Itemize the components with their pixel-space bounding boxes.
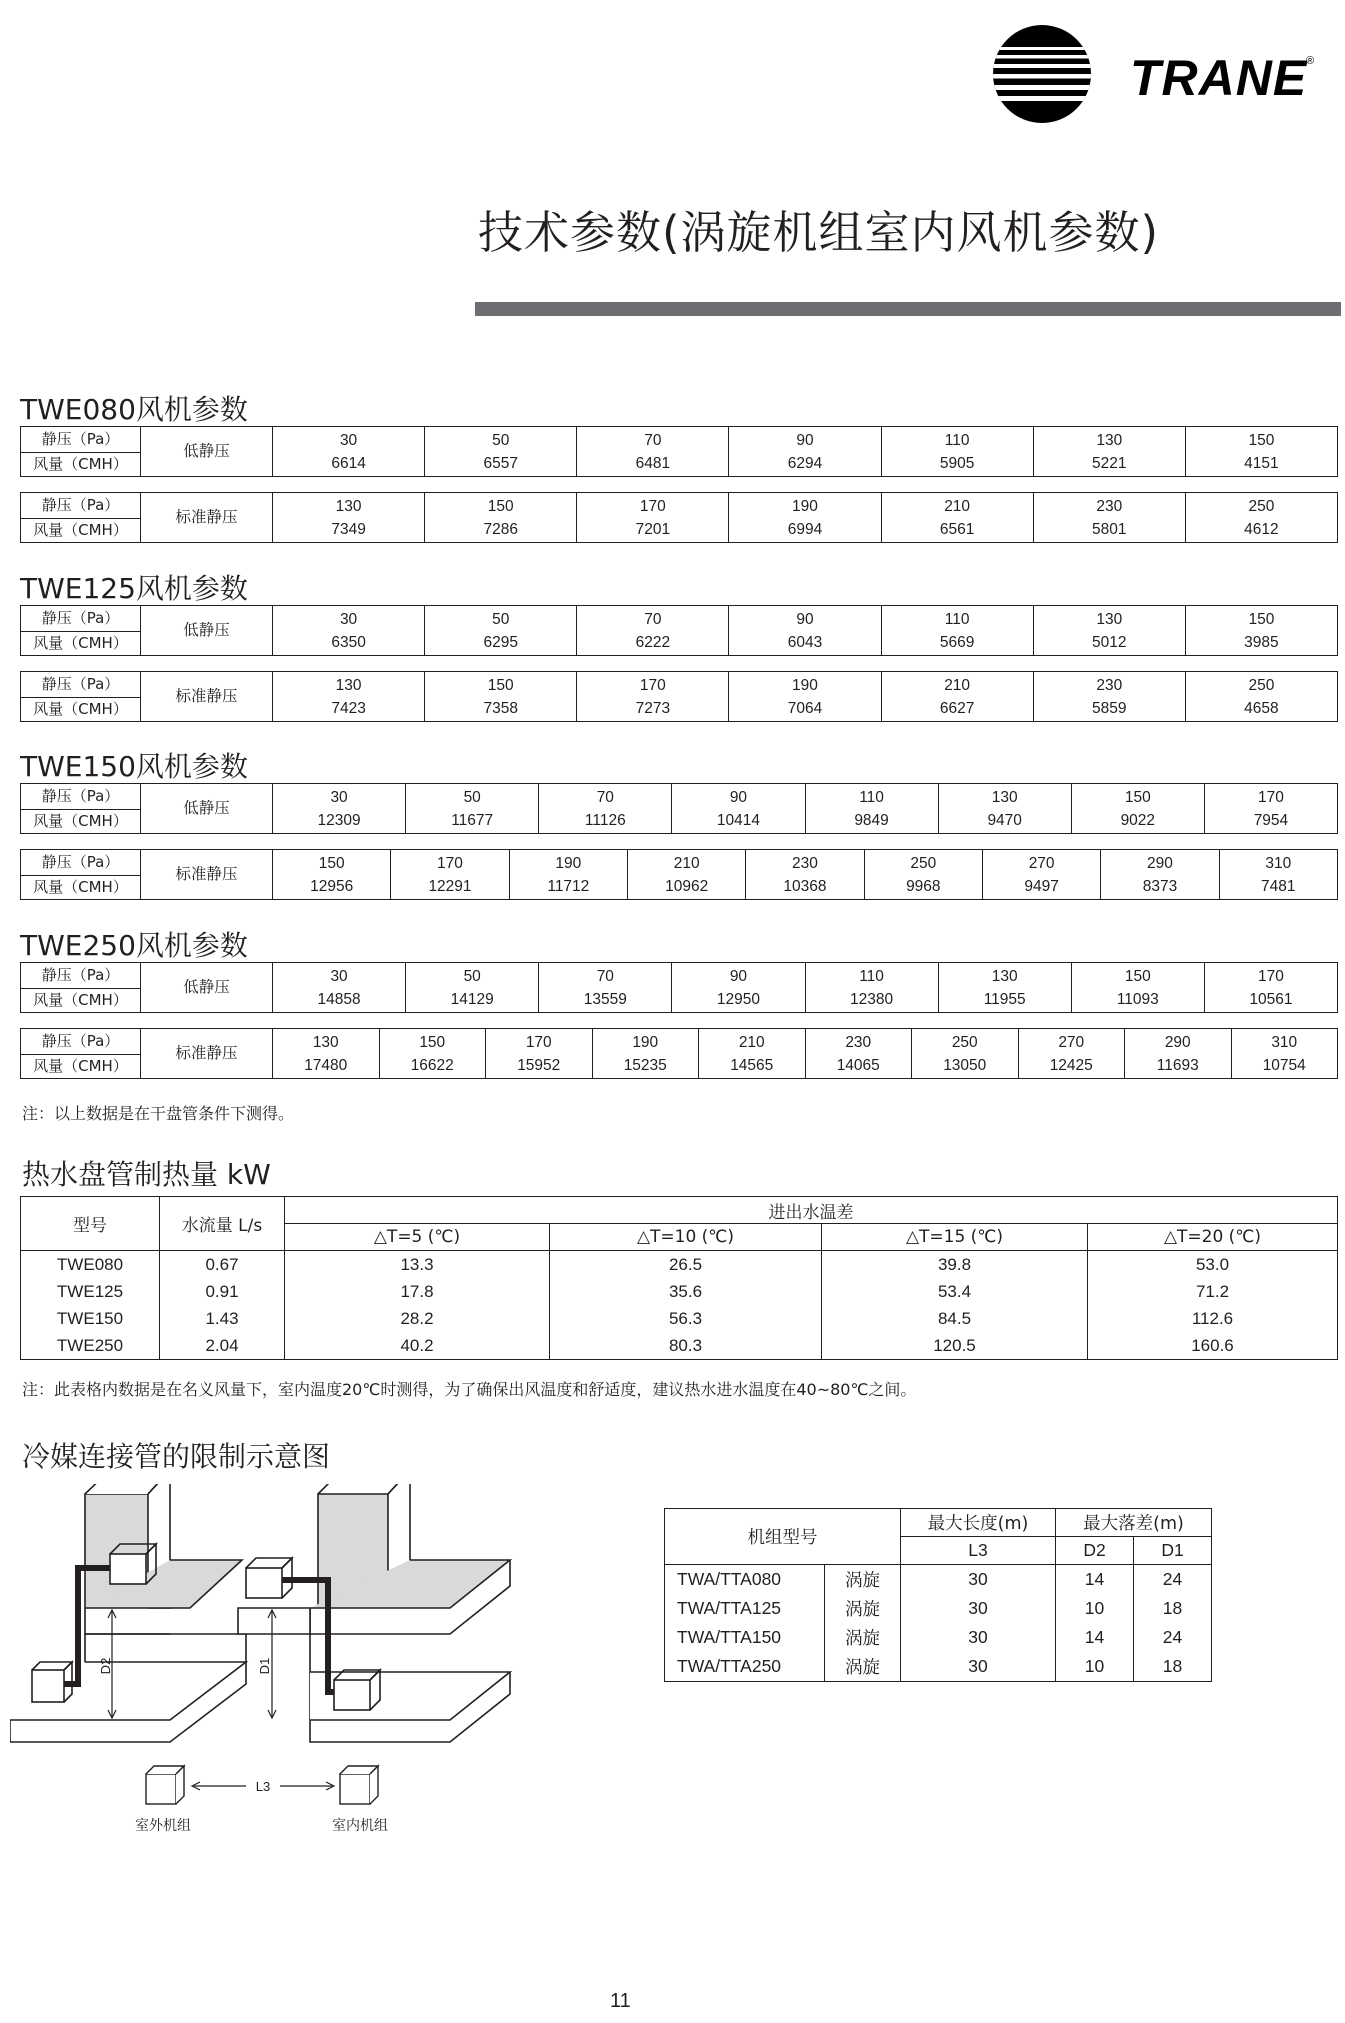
heat-col-flow-header: 水流量 L/s <box>160 1197 285 1251</box>
airflow-value-cell: 3985 <box>1185 631 1337 655</box>
airflow-value-cell: 16622 <box>379 1054 486 1078</box>
brand-name: TRANE <box>1130 50 1308 106</box>
ref-d2-cell: 10 <box>1056 1652 1134 1682</box>
heat-value-cell: 120.5 <box>822 1332 1088 1360</box>
pressure-value-cell: 50 <box>425 606 577 632</box>
ref-d2-cell: 10 <box>1056 1594 1134 1623</box>
heat-section-heading: 热水盘管制热量 kW <box>22 1158 271 1191</box>
airflow-value-cell: 7481 <box>1219 875 1337 899</box>
airflow-value-cell: 11093 <box>1071 988 1204 1012</box>
airflow-value-cell: 14065 <box>805 1054 912 1078</box>
heat-flow-cell: 1.43 <box>160 1305 285 1332</box>
pressure-value-cell: 170 <box>1204 784 1337 810</box>
pressure-value-cell: 170 <box>1204 963 1337 989</box>
pressure-value-cell: 150 <box>1071 963 1204 989</box>
pressure-value-cell: 290 <box>1125 1029 1232 1055</box>
heat-value-cell: 56.3 <box>550 1305 822 1332</box>
ref-sub-d2: D2 <box>1056 1537 1134 1565</box>
ref-sub-l3: L3 <box>901 1537 1056 1565</box>
airflow-value-cell: 8373 <box>1101 875 1219 899</box>
ref-model-cell: TWA/TTA080 <box>665 1565 825 1595</box>
airflow-value-cell: 4658 <box>1185 697 1337 721</box>
pressure-value-cell: 150 <box>1185 606 1337 632</box>
fan-section-heading: TWE080风机参数 <box>20 393 248 426</box>
ref-d2-cell: 14 <box>1056 1565 1134 1595</box>
airflow-value-cell: 13050 <box>912 1054 1019 1078</box>
airflow-value-cell: 14129 <box>406 988 539 1012</box>
ref-sub-d1: D1 <box>1134 1537 1212 1565</box>
airflow-row-label: 风量（CMH） <box>21 697 141 721</box>
heat-value-cell: 28.2 <box>285 1305 550 1332</box>
ref-model-cell: TWA/TTA250 <box>665 1652 825 1682</box>
note-heat-conditions: 注：此表格内数据是在名义风量下，室内温度20℃时测得，为了确保出风温度和舒适度，建议热水进水温度在40~80℃之间。 <box>22 1380 917 1399</box>
pressure-value-cell: 90 <box>672 963 805 989</box>
pressure-value-cell: 170 <box>577 672 729 698</box>
airflow-value-cell: 11126 <box>539 809 672 833</box>
airflow-value-cell: 6627 <box>881 697 1033 721</box>
table-row <box>665 1594 1212 1623</box>
pressure-value-cell: 70 <box>577 606 729 632</box>
airflow-value-cell: 9968 <box>864 875 982 899</box>
pressure-value-cell: 50 <box>406 784 539 810</box>
pressure-value-cell: 250 <box>912 1029 1019 1055</box>
ref-d1-cell: 18 <box>1134 1594 1212 1623</box>
indoor-unit-label: 室内机组 <box>332 1818 388 1834</box>
fan-section-heading: TWE125风机参数 <box>20 572 248 605</box>
airflow-value-cell: 12956 <box>273 875 391 899</box>
heat-value-cell: 35.6 <box>550 1278 822 1305</box>
airflow-value-cell: 7064 <box>729 697 881 721</box>
ref-d2-cell: 14 <box>1056 1623 1134 1652</box>
airflow-value-cell: 9849 <box>805 809 938 833</box>
airflow-value-cell: 14565 <box>699 1054 806 1078</box>
airflow-value-cell: 6295 <box>425 631 577 655</box>
pressure-row-label: 静压（Pa） <box>21 606 141 632</box>
refrigerant-limit-table <box>664 1508 1212 1682</box>
ref-l3-cell: 30 <box>901 1594 1056 1623</box>
pressure-value-cell: 250 <box>864 850 982 876</box>
airflow-value-cell: 5669 <box>881 631 1033 655</box>
airflow-value-cell: 11712 <box>509 875 627 899</box>
airflow-value-cell: 5221 <box>1033 452 1185 476</box>
pressure-value-cell: 70 <box>539 784 672 810</box>
airflow-row-label: 风量（CMH） <box>21 518 141 542</box>
ref-d1-cell: 18 <box>1134 1652 1212 1682</box>
airflow-value-cell: 15952 <box>486 1054 593 1078</box>
fan-parameter-table <box>20 492 1338 543</box>
airflow-value-cell: 10368 <box>746 875 864 899</box>
airflow-value-cell: 10561 <box>1204 988 1337 1012</box>
ref-type-cell: 涡旋 <box>825 1623 901 1652</box>
heat-value-cell: 17.8 <box>285 1278 550 1305</box>
airflow-value-cell: 6481 <box>577 452 729 476</box>
pressure-value-cell: 110 <box>881 606 1033 632</box>
heat-value-cell: 80.3 <box>550 1332 822 1360</box>
pressure-value-cell: 130 <box>1033 427 1185 453</box>
airflow-row-label: 风量（CMH） <box>21 452 141 476</box>
fan-parameter-table <box>20 426 1338 477</box>
registered-mark: ® <box>1306 55 1315 67</box>
dimension-l3-label: L3 <box>255 1779 271 1794</box>
pressure-value-cell: 30 <box>273 606 425 632</box>
pressure-value-cell: 130 <box>938 963 1071 989</box>
airflow-row-label: 风量（CMH） <box>21 988 141 1012</box>
dt-header: △T=10 (℃) <box>550 1224 822 1251</box>
table-row <box>21 1251 1338 1279</box>
heat-col-group-header: 进出水温差 <box>285 1197 1338 1224</box>
airflow-value-cell: 6350 <box>273 631 425 655</box>
indoor-unit-icon <box>340 1774 370 1804</box>
airflow-value-cell: 6614 <box>273 452 425 476</box>
pressure-row-label: 静压（Pa） <box>21 1029 141 1055</box>
pressure-value-cell: 150 <box>1071 784 1204 810</box>
fan-parameter-table <box>20 1028 1338 1079</box>
static-pressure-type-label: 低静压 <box>141 784 273 834</box>
pressure-value-cell: 30 <box>273 427 425 453</box>
heat-flow-cell: 2.04 <box>160 1332 285 1360</box>
fan-parameter-table <box>20 849 1338 900</box>
static-pressure-type-label: 标准静压 <box>141 493 273 543</box>
pressure-value-cell: 270 <box>1018 1029 1125 1055</box>
heat-flow-cell: 0.91 <box>160 1278 285 1305</box>
pressure-value-cell: 230 <box>805 1029 912 1055</box>
airflow-row-label: 风量（CMH） <box>21 809 141 833</box>
refrigerant-pipe-diagram <box>10 1484 550 1864</box>
heat-value-cell: 40.2 <box>285 1332 550 1360</box>
airflow-value-cell: 12380 <box>805 988 938 1012</box>
dt-header: △T=20 (℃) <box>1088 1224 1338 1251</box>
pressure-value-cell: 90 <box>672 784 805 810</box>
ref-l3-cell: 30 <box>901 1652 1056 1682</box>
pressure-value-cell: 230 <box>1033 493 1185 519</box>
outdoor-unit-icon <box>146 1774 176 1804</box>
ref-d1-cell: 24 <box>1134 1565 1212 1595</box>
table-row <box>21 1305 1338 1332</box>
airflow-value-cell: 6294 <box>729 452 881 476</box>
heat-col-model-header: 型号 <box>21 1197 160 1251</box>
static-pressure-type-label: 低静压 <box>141 963 273 1013</box>
pressure-value-cell: 170 <box>391 850 509 876</box>
dimension-d1-label: D1 <box>257 1657 272 1675</box>
airflow-value-cell: 5801 <box>1033 518 1185 542</box>
refrigerant-section-heading: 冷媒连接管的限制示意图 <box>22 1440 331 1473</box>
heat-model-cell: TWE250 <box>21 1332 160 1360</box>
pressure-row-label: 静压（Pa） <box>21 427 141 453</box>
airflow-value-cell: 5012 <box>1033 631 1185 655</box>
page-number: 11 <box>610 1990 631 2012</box>
pressure-value-cell: 210 <box>881 672 1033 698</box>
pressure-value-cell: 190 <box>729 672 881 698</box>
airflow-value-cell: 17480 <box>273 1054 380 1078</box>
pressure-value-cell: 110 <box>805 784 938 810</box>
fan-parameter-table <box>20 962 1338 1013</box>
pressure-value-cell: 230 <box>746 850 864 876</box>
title-divider-bar <box>475 302 1341 316</box>
heat-capacity-table <box>20 1196 1338 1360</box>
dimension-d2-label: D2 <box>98 1657 113 1675</box>
heat-value-cell: 53.0 <box>1088 1251 1338 1279</box>
static-pressure-type-label: 低静压 <box>141 427 273 477</box>
pressure-value-cell: 70 <box>577 427 729 453</box>
pressure-value-cell: 210 <box>699 1029 806 1055</box>
airflow-value-cell: 5905 <box>881 452 1033 476</box>
fan-section-heading: TWE250风机参数 <box>20 929 248 962</box>
pressure-value-cell: 30 <box>273 963 406 989</box>
fan-parameter-table <box>20 671 1338 722</box>
pressure-value-cell: 150 <box>425 493 577 519</box>
airflow-value-cell: 10414 <box>672 809 805 833</box>
airflow-value-cell: 7423 <box>273 697 425 721</box>
pressure-value-cell: 130 <box>273 672 425 698</box>
heat-value-cell: 39.8 <box>822 1251 1088 1279</box>
pressure-value-cell: 150 <box>1185 427 1337 453</box>
airflow-value-cell: 11955 <box>938 988 1071 1012</box>
airflow-row-label: 风量（CMH） <box>21 1054 141 1078</box>
heat-model-cell: TWE125 <box>21 1278 160 1305</box>
fan-section-heading: TWE150风机参数 <box>20 750 248 783</box>
pressure-value-cell: 130 <box>273 493 425 519</box>
airflow-value-cell: 7273 <box>577 697 729 721</box>
static-pressure-type-label: 标准静压 <box>141 850 273 900</box>
table-row <box>665 1623 1212 1652</box>
ref-type-cell: 涡旋 <box>825 1594 901 1623</box>
airflow-value-cell: 9022 <box>1071 809 1204 833</box>
pressure-value-cell: 110 <box>881 427 1033 453</box>
ref-col-max-length-header: 最大长度(m) <box>901 1509 1056 1537</box>
heat-value-cell: 160.6 <box>1088 1332 1338 1360</box>
dt-header: △T=5 (℃) <box>285 1224 550 1251</box>
airflow-value-cell: 6994 <box>729 518 881 542</box>
outdoor-unit-label: 室外机组 <box>135 1818 191 1834</box>
table-row <box>21 1332 1338 1360</box>
airflow-value-cell: 7201 <box>577 518 729 542</box>
pressure-row-label: 静压（Pa） <box>21 493 141 519</box>
heat-value-cell: 71.2 <box>1088 1278 1338 1305</box>
airflow-value-cell: 4151 <box>1185 452 1337 476</box>
pressure-value-cell: 190 <box>729 493 881 519</box>
airflow-value-cell: 15235 <box>592 1054 699 1078</box>
pressure-value-cell: 150 <box>379 1029 486 1055</box>
fan-parameter-table <box>20 783 1338 834</box>
pressure-value-cell: 210 <box>881 493 1033 519</box>
static-pressure-type-label: 标准静压 <box>141 672 273 722</box>
pressure-value-cell: 310 <box>1231 1029 1338 1055</box>
heat-value-cell: 84.5 <box>822 1305 1088 1332</box>
pressure-value-cell: 270 <box>982 850 1100 876</box>
ref-l3-cell: 30 <box>901 1565 1056 1595</box>
airflow-value-cell: 13559 <box>539 988 672 1012</box>
pressure-value-cell: 290 <box>1101 850 1219 876</box>
pressure-value-cell: 310 <box>1219 850 1337 876</box>
page-title: 技术参数(涡旋机组室内风机参数) <box>478 206 1160 259</box>
note-dry-coil: 注：以上数据是在干盘管条件下测得。 <box>22 1104 295 1123</box>
pressure-row-label: 静压（Pa） <box>21 672 141 698</box>
pressure-value-cell: 150 <box>273 850 391 876</box>
pressure-row-label: 静压（Pa） <box>21 850 141 876</box>
pressure-value-cell: 130 <box>273 1029 380 1055</box>
static-pressure-type-label: 低静压 <box>141 606 273 656</box>
table-row <box>21 1278 1338 1305</box>
heat-flow-cell: 0.67 <box>160 1251 285 1279</box>
table-row <box>665 1652 1212 1682</box>
pressure-value-cell: 230 <box>1033 672 1185 698</box>
ref-col-model-header: 机组型号 <box>665 1509 901 1565</box>
airflow-value-cell: 4612 <box>1185 518 1337 542</box>
airflow-row-label: 风量（CMH） <box>21 875 141 899</box>
ref-col-max-drop-header: 最大落差(m) <box>1056 1509 1212 1537</box>
airflow-value-cell: 11677 <box>406 809 539 833</box>
pressure-value-cell: 250 <box>1185 493 1337 519</box>
heat-model-cell: TWE150 <box>21 1305 160 1332</box>
pressure-value-cell: 130 <box>938 784 1071 810</box>
airflow-value-cell: 12950 <box>672 988 805 1012</box>
ref-model-cell: TWA/TTA150 <box>665 1623 825 1652</box>
airflow-value-cell: 10962 <box>627 875 745 899</box>
airflow-value-cell: 6043 <box>729 631 881 655</box>
ref-type-cell: 涡旋 <box>825 1565 901 1595</box>
airflow-value-cell: 9470 <box>938 809 1071 833</box>
pressure-value-cell: 170 <box>486 1029 593 1055</box>
ref-l3-cell: 30 <box>901 1623 1056 1652</box>
airflow-value-cell: 12309 <box>273 809 406 833</box>
heat-value-cell: 26.5 <box>550 1251 822 1279</box>
airflow-value-cell: 6222 <box>577 631 729 655</box>
fan-parameter-table <box>20 605 1338 656</box>
pressure-value-cell: 130 <box>1033 606 1185 632</box>
heat-value-cell: 112.6 <box>1088 1305 1338 1332</box>
pressure-row-label: 静压（Pa） <box>21 963 141 989</box>
pressure-value-cell: 170 <box>577 493 729 519</box>
heat-value-cell: 13.3 <box>285 1251 550 1279</box>
static-pressure-type-label: 标准静压 <box>141 1029 273 1079</box>
pressure-value-cell: 50 <box>406 963 539 989</box>
airflow-value-cell: 6561 <box>881 518 1033 542</box>
pressure-value-cell: 90 <box>729 427 881 453</box>
ref-d1-cell: 24 <box>1134 1623 1212 1652</box>
pressure-row-label: 静压（Pa） <box>21 784 141 810</box>
pressure-value-cell: 90 <box>729 606 881 632</box>
airflow-value-cell: 12425 <box>1018 1054 1125 1078</box>
trane-logo <box>988 24 1330 124</box>
pressure-value-cell: 70 <box>539 963 672 989</box>
heat-value-cell: 53.4 <box>822 1278 1088 1305</box>
pressure-value-cell: 190 <box>592 1029 699 1055</box>
ref-model-cell: TWA/TTA125 <box>665 1594 825 1623</box>
airflow-row-label: 风量（CMH） <box>21 631 141 655</box>
airflow-value-cell: 5859 <box>1033 697 1185 721</box>
pressure-value-cell: 210 <box>627 850 745 876</box>
pressure-value-cell: 50 <box>425 427 577 453</box>
ref-type-cell: 涡旋 <box>825 1652 901 1682</box>
airflow-value-cell: 14858 <box>273 988 406 1012</box>
airflow-value-cell: 7286 <box>425 518 577 542</box>
airflow-value-cell: 12291 <box>391 875 509 899</box>
pressure-value-cell: 190 <box>509 850 627 876</box>
pressure-value-cell: 110 <box>805 963 938 989</box>
airflow-value-cell: 6557 <box>425 452 577 476</box>
airflow-value-cell: 10754 <box>1231 1054 1338 1078</box>
airflow-value-cell: 7358 <box>425 697 577 721</box>
pressure-value-cell: 250 <box>1185 672 1337 698</box>
pressure-value-cell: 150 <box>425 672 577 698</box>
airflow-value-cell: 9497 <box>982 875 1100 899</box>
table-row <box>665 1565 1212 1595</box>
pressure-value-cell: 30 <box>273 784 406 810</box>
dt-header: △T=15 (℃) <box>822 1224 1088 1251</box>
airflow-value-cell: 7349 <box>273 518 425 542</box>
airflow-value-cell: 11693 <box>1125 1054 1232 1078</box>
heat-model-cell: TWE080 <box>21 1251 160 1279</box>
airflow-value-cell: 7954 <box>1204 809 1337 833</box>
